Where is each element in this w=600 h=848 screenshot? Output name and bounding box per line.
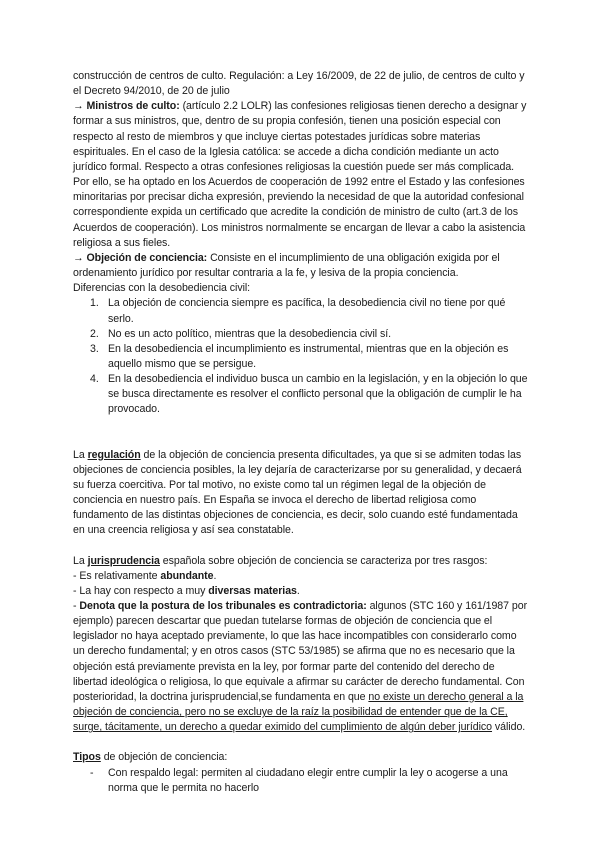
rasgo-1-pre: - Es relativamente	[73, 569, 161, 582]
rasgo-2-post: .	[296, 584, 300, 597]
objecion-text: Consiste en el incumplimiento de una obligación exigida por el ordenamiento jurídico por resultar contraria a la fe, y lesiva de la propia conciencia.	[73, 251, 500, 280]
list-item	[73, 296, 531, 326]
paragraph-spacer	[73, 418, 531, 433]
rasgo-3-bold: Denota que la postura de los tribunales es contradictoria:	[79, 600, 367, 612]
intro-paragraph: construcción de centros de culto. Regulación: a Ley 16/2009, de 22 de julio, de centros de culto y el Decreto 94/2010, de 20 de julio	[73, 70, 525, 98]
rasgo-3-underlined: no existe un derecho general a la objeción de conciencia, pero no se excluye de la raíz la posibilidad de entender que de la CE, surge, tácitamente, un derecho a quedar eximido del cumplimiento de algún deber jurídico	[73, 690, 524, 734]
rasgo-2-bold: diversas materias	[208, 584, 297, 597]
list-item	[73, 327, 531, 342]
tipos-text: de objeción de conciencia:	[100, 751, 228, 764]
list-item-text: En la desobediencia el incumplimiento es instrumental, mientras que en la objeción es aquello mismo que se persigue.	[108, 342, 509, 370]
diferencias-label: Diferencias con la desobediencia civil:	[73, 282, 251, 295]
list-item-text: La objeción de conciencia siempre es pacífica, la desobediencia civil no tiene por qué serlo.	[108, 297, 506, 325]
arrow-icon: →	[73, 100, 84, 113]
objecion-heading: Objeción de conciencia:	[86, 251, 208, 264]
list-item	[73, 372, 531, 417]
regulacion-text: de la objeción de conciencia presenta dificultades, ya que si se admiten todas las objeciones de conciencia posibles, la ley dejaría de caracterizarse por su generalidad, y decaerá su fuerza coercitiva. Por tal motivo, no existe como tal un régimen legal de la objeción de conciencia en nuestro país. En España se invoca el derecho de libertad religiosa como fundamento de las distintas objeciones de conciencia, es decir, solo cuando esté fundamentada en una creencia religiosa y así sea constatable.	[73, 448, 522, 537]
rasgo-1	[73, 569, 531, 584]
regulacion-pre: La	[73, 448, 88, 461]
list-item-text: En la desobediencia el individuo busca un cambio en la legislación, y en la objeción lo que se busca directamente es resolver el conflicto personal que la obligación de cumplir le ha provocado.	[108, 373, 528, 416]
list-item	[73, 766, 531, 796]
rasgo-3	[73, 599, 531, 735]
diferencias-list	[73, 296, 531, 417]
paragraph-spacer	[73, 433, 531, 448]
list-number: 1.	[90, 297, 99, 310]
list-item	[73, 342, 531, 372]
list-number: 3.	[90, 342, 99, 355]
rasgo-2-pre: - La hay con respecto a muy	[73, 584, 209, 597]
rasgo-2	[73, 584, 531, 599]
rasgo-3-end: válido.	[492, 721, 526, 734]
rasgo-1-bold: abundante	[160, 569, 214, 582]
list-dash: -	[90, 766, 94, 779]
list-item-text: No es un acto político, mientras que la desobediencia civil sí.	[108, 327, 392, 340]
ministros-heading: Ministros de culto:	[86, 100, 180, 113]
arrow-icon: →	[73, 251, 84, 264]
paragraph-spacer	[73, 735, 531, 750]
regulacion-paragraph	[73, 448, 531, 539]
list-number: 2.	[90, 327, 99, 340]
document-page	[73, 69, 531, 796]
objecion-paragraph	[73, 251, 531, 281]
ministros-paragraph	[73, 99, 531, 251]
rasgo-3-text: algunos (STC 160 y 161/1987 por ejemplo) parecen descartar que puedan tutelarse formas de objeción de conciencia que el legislador no haya aceptado previamente, lo que las hace incompatibles con considerarlo como un derecho fundamental; y en otros casos (STC 53/1985) se afirma que no es necesario que la objeción está previamente prevista en la ley, por formar parte del contenido del derecho de libertad ideológica o religiosa, lo que equivale a afirmar su carácter de derecho fundamental. Con posterioridad, la doctrina jurisprudencial,se fundamenta en que	[73, 600, 528, 703]
jurisprudencia-pre: La	[73, 554, 88, 567]
list-number: 4.	[90, 373, 99, 386]
jurisprudencia-paragraph	[73, 554, 531, 569]
paragraph-spacer	[73, 539, 531, 554]
rasgo-1-post: .	[213, 569, 217, 582]
rasgo-3-dash: -	[73, 600, 80, 612]
list-item-text: Con respaldo legal: permiten al ciudadano elegir entre cumplir la ley o acogerse a una norma que le permita no hacerlo	[108, 766, 508, 794]
tipos-keyword: Tipos	[73, 751, 101, 764]
jurisprudencia-keyword: jurisprudencia	[87, 554, 160, 567]
jurisprudencia-text: española sobre objeción de conciencia se caracteriza por tres rasgos:	[159, 554, 488, 567]
tipos-list	[73, 766, 531, 796]
regulacion-keyword: regulación	[87, 448, 141, 461]
tipos-heading	[73, 750, 531, 765]
ministros-text: (artículo 2.2 LOLR) las confesiones religiosas tienen derecho a designar y formar a sus ministros, que, dentro de su propia confesión, tienen una posición especial con respecto al resto de miembros y que incluye ciertas potestades jurídicas sobre materias espirituales. En el caso de la Iglesia católica: se accede a dicha condición mediante un acto jurídico formal. Respecto a otras confesiones religiosas la cuestión puede ser más complicada. Por ello, se ha optado en los Acuerdos de cooperación de 1992 entre el Estado y las confesiones minoritarias por precisar dicha expresión, previendo la necesidad de que la autoridad confesional correspondiente expida un certificado que acredite la condición de ministro de culto (art.3 de los Acuerdos de cooperación). Los ministros normalmente se encargan de llevar a cabo la asistencia religiosa a sus fieles.	[73, 100, 527, 249]
